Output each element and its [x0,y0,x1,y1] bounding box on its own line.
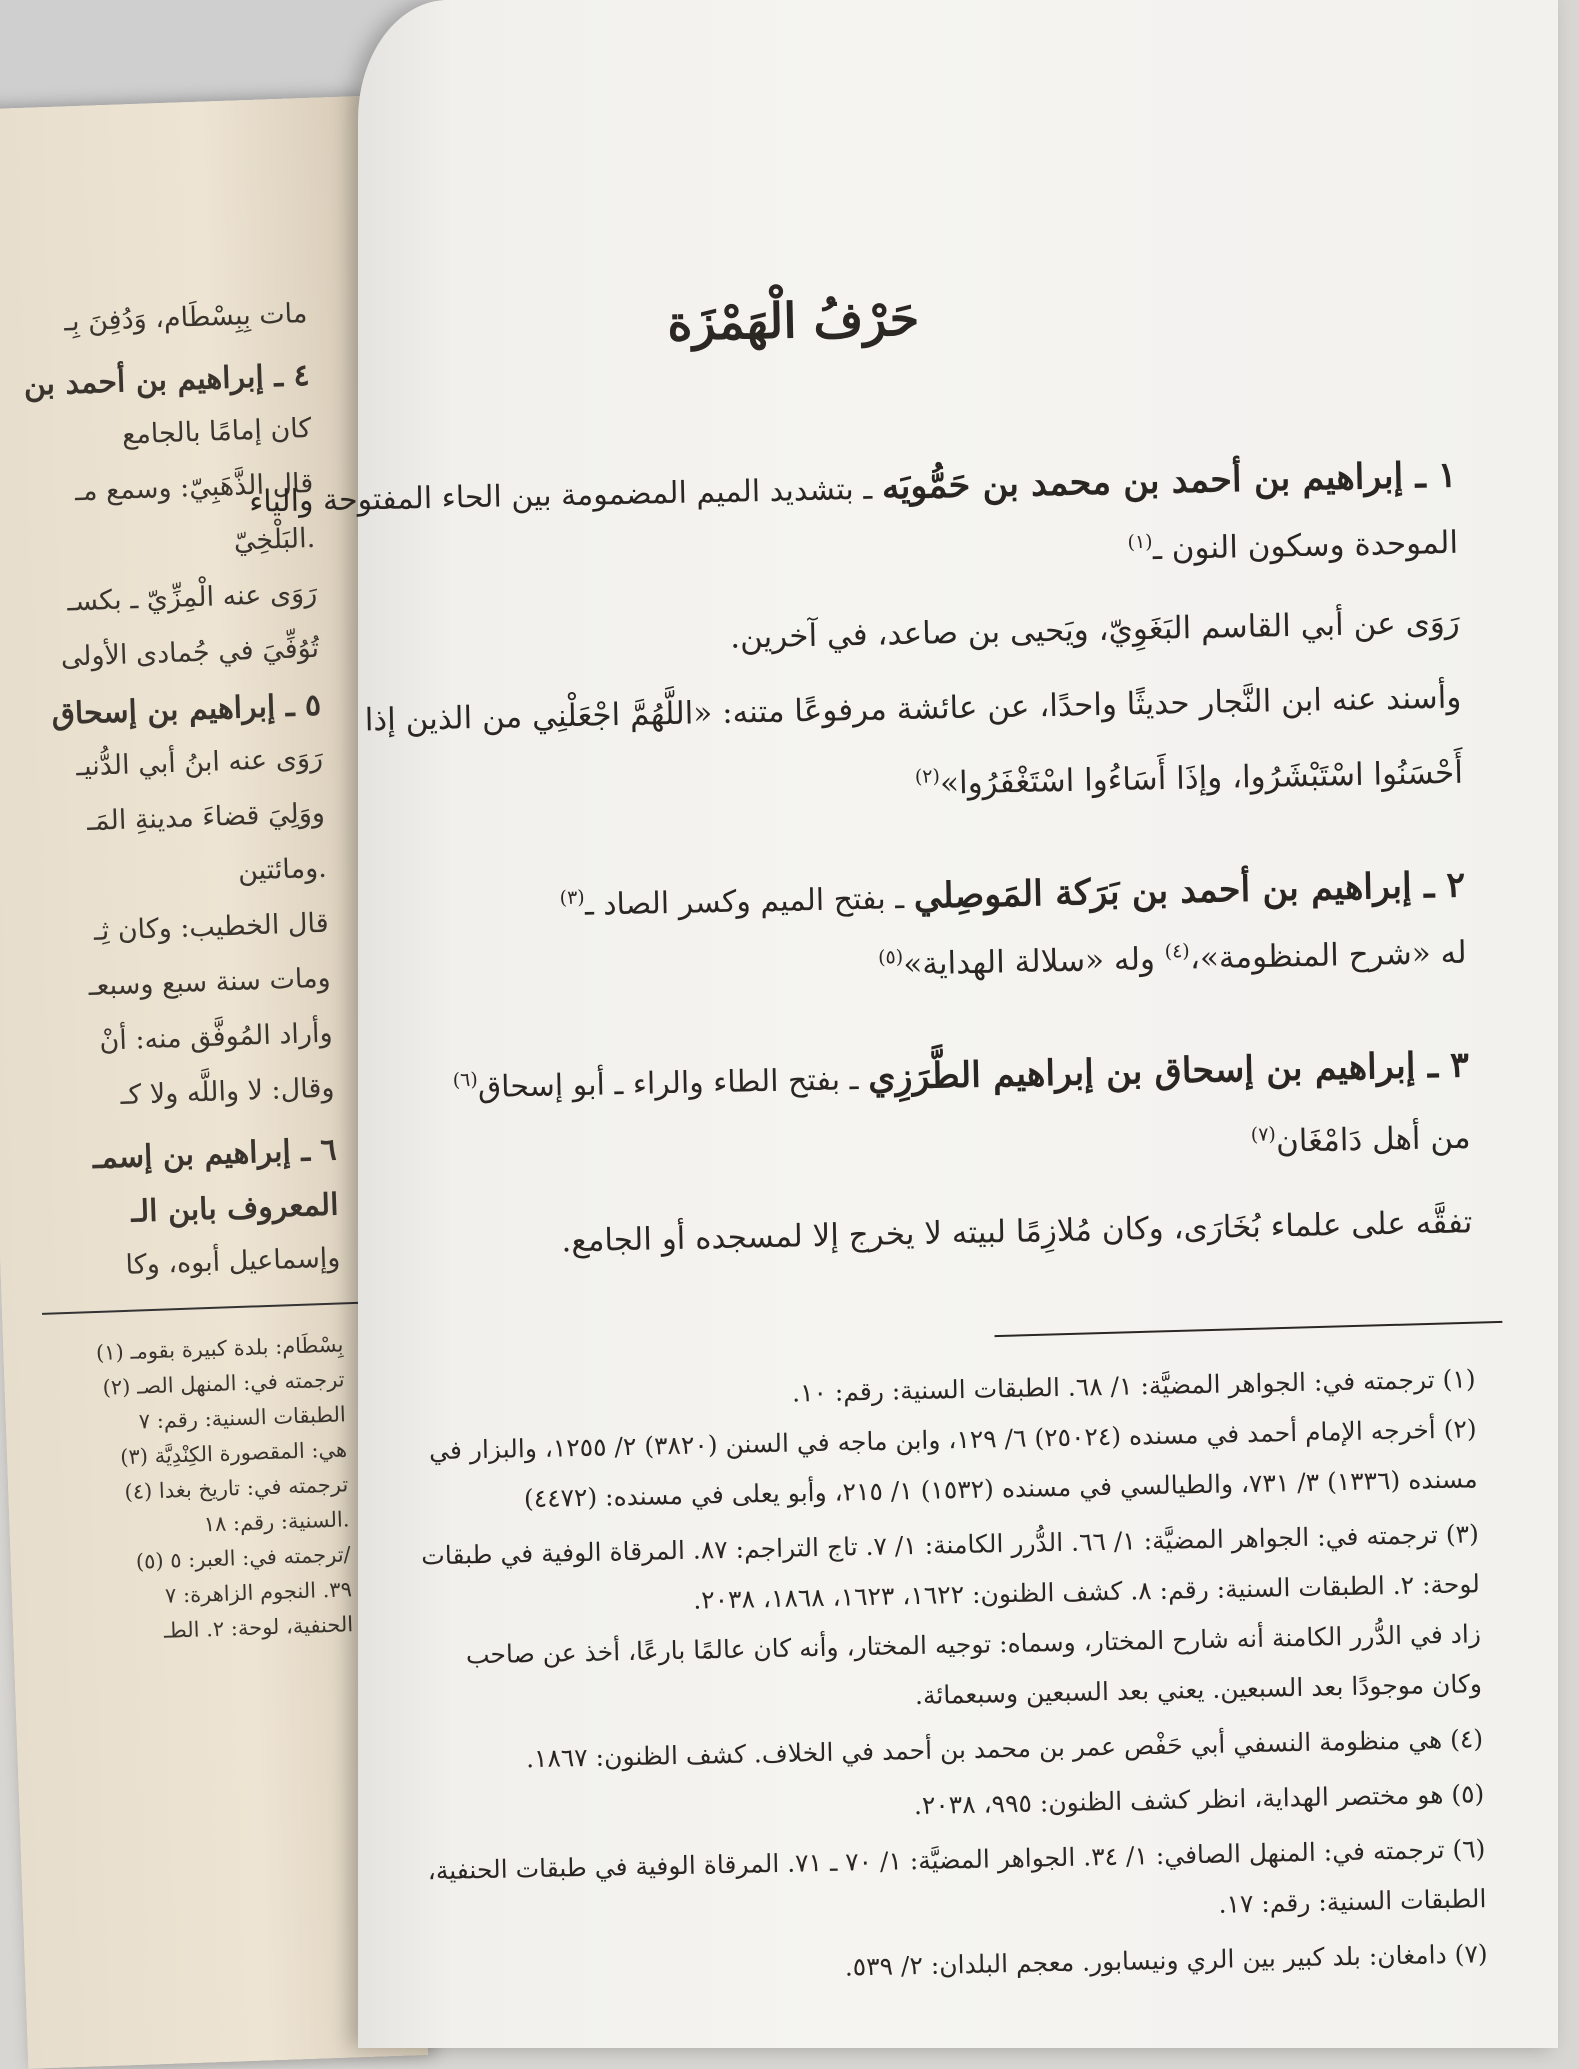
entry-2-vocalization: ـ بفتح الميم وكسر الصاد ـ [584,881,905,923]
footnote-2-cont: مسنده (١٣٣٦) ٣/ ٧٣١، والطيالسي في مسنده (١٥٣٢) ١/ ٢١٥، وأبو يعلى في مسنده: (٤٤٧٢) [523,1464,1478,1514]
footnote-3-cont: لوحة: ٢. الطبقات السنية: رقم: ٨. كشف الظنون: ١٦٢٢، ١٦٢٣، ١٨٦٨، ٢٠٣٨. [692,1569,1481,1615]
chapter-title: حَرْفُ الْهَمْزَة [666,290,920,352]
footnote-7: (٧) دامغان: بلد كبير بين الري ونيسابور. معجم البلدان: ٢/ ٥٣٩. [844,1939,1488,1982]
left-line: ومائتين. [237,852,328,887]
left-line: تُوُفِّيَ في جُمادى الأولى [60,632,320,673]
footnote-ref-7: (٧) [1250,1123,1277,1146]
left-footnote: (١) بِسْطَام: بلدة كبيرة بقومـ [95,1332,344,1366]
entry-1-body: رَوَى عن أبي القاسم البَغَوِيّ، ويَحيى بن صاعد، في آخرين. [729,604,1461,656]
footnote-6-cont: الطبقات السنية: رقم: ١٧. [1218,1884,1487,1919]
left-line: المعروف بابن الـ [130,1187,340,1230]
left-footnote: (٥) ترجمته في: العبر: ٥/ [135,1542,352,1574]
footnote-ref-6: (٦) [452,1068,479,1092]
entry-3-body [1251,1119,1471,1160]
left-footnote: الطبقات السنية: رقم: ٧ [138,1402,347,1434]
left-line: رَوَى عنه الْمِزِّيّ ـ بكسـ [66,577,318,618]
footnote-ref-2: (٢) [914,765,941,788]
entry-1-heading-line [249,454,1457,520]
entry-3-heading: ٣ ـ إبراهيم بن إسحاق بن إبراهيم الطَّرَزِي [867,1044,1470,1098]
entry-1-vocalization-end: الموحدة وسكون النون ـ [1152,524,1459,568]
left-line: مات بِبِسْطَام، وَدُفِنَ بِـ [63,298,308,338]
entry-3-heading-line [452,1044,1469,1106]
entry-2-heading-line [559,864,1465,924]
left-line: ووَلِيَ قضاءَ مدينةِ المَـ [86,797,326,837]
footnote-ref-5: (٥) [877,946,904,969]
left-footnote: ٣٩. النجوم الزاهرة: ٧ [164,1577,353,1608]
entry-2-body [878,934,1467,983]
entry-3-body: تفقَّه على علماء بُخَارَى، وكان مُلازِمًا لبيته لا يخرج إلا لمسجده أو الجامع. [561,1204,1473,1260]
entry-3-vocalization: ـ بفتح الطاء والراء ـ أبو إسحاق [477,1062,859,1106]
footnote-ref-3: (٣) [559,886,585,909]
left-entry-heading: ٥ ـ إبراهيم بن إسحاق [51,687,322,733]
left-footnote: الحنفية، لوحة: ٢. الطـ [163,1612,354,1643]
left-entry-heading: ٦ ـ إبراهيم بن إسمـ [92,1132,338,1176]
footnote-6: (٦) ترجمته في: المنهل الصافي: ١/ ٣٤. الجواهر المضيَّة: ١/ ٧٠ ـ ٧١. المرقاة الوفية في طبقات الحنفية، [427,1834,1486,1886]
left-line: وإسماعيل أبوه، وكا [125,1242,341,1281]
hadith-text: أَحْسَنُوا اسْتَبْشَرُوا، وإذَا أَسَاءُوا اسْتَغْفَرُوا» [939,754,1464,802]
left-line: وقال: لا واللَّه ولا كـ [119,1072,335,1111]
left-line: كان إمامًا بالجامع [121,412,312,451]
footnote-ref-1: (١) [1127,530,1153,554]
footnote-3-cont: وكان موجودًا بعد السبعين. يعني بعد السبعين وسبعمائة. [914,1669,1483,1711]
entry-1-heading: ١ ـ إبراهيم بن أحمد بن محمد بن حَمُّويَه [881,454,1458,508]
left-footnote: السنية: رقم: ١٨. [203,1507,350,1537]
left-line: وأراد المُوفَّق منه: أنْ [98,1017,333,1057]
footnote-rule [995,1321,1503,1337]
entry-1-body [915,754,1464,802]
left-line: ومات سنة سبع وسبعـ [88,962,332,1003]
footnote-1: (١) ترجمته في: الجواهر المضيَّة: ١/ ٦٨. الطبقات السنية: رقم: ١٠. [791,1364,1476,1408]
footnote-ref-4: (٤) [1164,940,1190,963]
footnote-3-cont: زاد في الدُّرر الكامنة أنه شارح المختار، وسماه: توجيه المختار، وأنه كان عالمًا بارعًا، أخذ عن صاحب [465,1619,1482,1670]
left-line: البَلْخِيّ. [233,522,316,557]
entry-3-origin: من أهل دَامْغَان [1275,1119,1471,1160]
left-footnote-rule [42,1301,382,1315]
left-line: قال الذَّهَبِيّ: وسمع مـ [74,467,314,508]
entry-2-work-1: له «شرح المنظومة»، [1189,934,1467,977]
left-footnote: (٣) هي: المقصورة الكِنْدِيَّة [119,1437,348,1470]
entry-2-work-2: وله «سلالة الهداية» [902,941,1156,983]
entry-1-body: وأسند عنه ابن النَّجار حديثًا واحدًا، عن عائشة مرفوعًا متنه: «اللَّهُمَّ اجْعَلْنِي من الذين إذا [364,679,1462,739]
footnote-2: (٢) أخرجه الإمام أحمد في مسنده (٢٥٠٢٤) ٦/ ١٢٩، وابن ماجه في السنن (٣٨٢٠) ٢/ ١٢٥٥، والبزار في [428,1414,1477,1466]
left-line: رَوَى عنه ابنُ أبي الدُّنيـ [75,742,324,783]
footnote-4: (٤) هي منظومة النسفي أبي حَفْص عمر بن محمد بن أحمد في الخلاف. كشف الظنون: ١٨٦٧. [525,1724,1484,1774]
left-entry-heading: ٤ ـ إبراهيم بن أحمد بن [23,357,311,403]
left-footnote: (٢) ترجمته في: المنهل الصـ [102,1367,345,1400]
entry-2-heading: ٢ ـ إبراهيم بن أحمد بن بَرَكة المَوصِلي [913,864,1466,917]
footnote-3: (٣) ترجمته في: الجواهر المضيَّة: ١/ ٦٦. الدُّرر الكامنة: ١/ ٧. تاج التراجم: ٨٧. المرقاة الوفية في طبقات [420,1519,1480,1571]
entry-1-vocalization: ـ بتشديد الميم المضمومة بين الحاء المفتوحة والياء [248,471,873,520]
entry-1-line [1127,524,1458,567]
footnote-5: (٥) هو مختصر الهداية، انظر كشف الظنون: ٩٩٥، ٢٠٣٨. [913,1779,1485,1821]
left-footnote: (٤) ترجمته في: تاريخ بغدا [124,1472,349,1505]
left-line: قال الخطيب: وكان ثِـ [93,907,330,947]
